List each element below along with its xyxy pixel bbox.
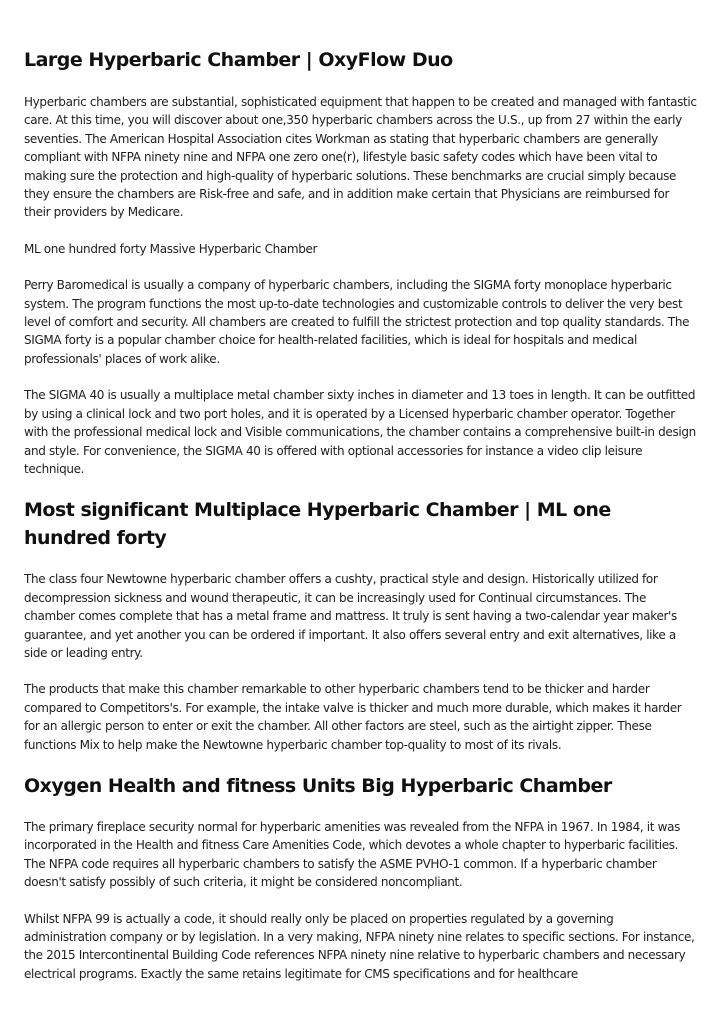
- paragraph-nfpa-history: The primary fireplace security normal for hyperbaric amenities was revealed from the NFPA in 1967. In 1984, it was incorporated in the Health and fitness Care Amenities Code, which devotes a whole chapter to hyperbaric facilities. The NFPA code requires all hyperbaric chambers to satisfy the ASME PVHO-1 common. If a hyperbaric chamber doesn't satisfy possibly of such criteria, it might be considered noncompliant.: [24, 819, 680, 890]
- article-heading-multiplace: Most significant Multiplace Hyperbaric Chamber | ML one hundred forty: [24, 499, 611, 550]
- paragraph-products: The products that make this chamber remarkable to other hyperbaric chambers tend to be thicker and harder compared to Competitors's. For example, the intake valve is thicker and much more durable, which makes it harder for an allergic person to enter or exit the chamber. All other factors are steel, such as the airtight zipper. These functions Mix to help make the Newtowne hyperbaric chamber top-quality to most of its rivals.: [24, 682, 682, 752]
- paragraph-sigma-40: The SIGMA 40 is usually a multiplace metal chamber sixty inches in diameter and 13 toes in length. It can be outfitted by using a clinical lock and two port holes, and it is operated by a Licensed hyperbaric chamber operator. Together with the professional medical lock and Visible communications, the chamber contains a comprehensive built-in design and style. For convenience, the SIGMA 40 is offered with optional accessories for instance a video clip leisure technique.: [24, 388, 696, 476]
- paragraph-newtowne: The class four Newtowne hyperbaric chamber offers a cushty, practical style and design. Historically utilized for decompression sickness and wound therapeutic, it can be increasingly used for Continual circumstances. The chamber comes complete that has a metal frame and mattress. It truly is sent having a two-calendar year maker's guarantee, and yet another you can be ordered if important. It also offers several entry and exit alternatives, like a side or leading entry.: [24, 572, 677, 660]
- article-heading-oxyflow-duo: Large Hyperbaric Chamber | OxyFlow Duo: [24, 49, 453, 71]
- paragraph-perry-baromedical: Perry Baromedical is usually a company of hyperbaric chambers, including the SIGMA forty monoplace hyperbaric system. The program functions the most up-to-date technologies and customizable controls to deliver the very best level of comfort and security. All chambers are created to fulfill the strictest protection and top quality standards. The SIGMA forty is a popular chamber choice for health-related facilities, which is ideal for hospitals and medical professionals' places of work alike.: [24, 278, 690, 366]
- article-heading-oxygen-health: Oxygen Health and fitness Units Big Hyperbaric Chamber: [24, 774, 612, 797]
- paragraph-intro: Hyperbaric chambers are substantial, sophisticated equipment that happen to be created and managed with fantastic care. At this time, you will discover about one,350 hyperbaric chambers across the U.S., up from 27 within the early seventies. The American Hospital Association cites Workman as stating that hyperbaric chambers are generally compliant with NFPA ninety nine and NFPA one zero one(r), lifestyle basic safety codes which have been vital to making sure the protection and high-quality of hyperbaric solutions. These benchmarks are crucial simply because they ensure the chambers are Risk-free and safe, and in addition make certain that Physicians are reimbursed for their providers by Medicare.: [24, 95, 697, 220]
- paragraph-nfpa-99: Whilst NFPA 99 is actually a code, it should really only be placed on properties regulated by a governing administration company or by legislation. In a very making, NFPA ninety nine relates to specific sections. For instance, the 2015 Intercontinental Building Code references NFPA ninety nine relative to hyperbaric chambers and necessary electrical programs. Exactly the same retains legitimate for CMS specifications and for healthcare: [24, 911, 695, 981]
- article-body: [24, 46, 698, 983]
- paragraph-subtitle-ml140: ML one hundred forty Massive Hyperbaric Chamber: [24, 241, 318, 256]
